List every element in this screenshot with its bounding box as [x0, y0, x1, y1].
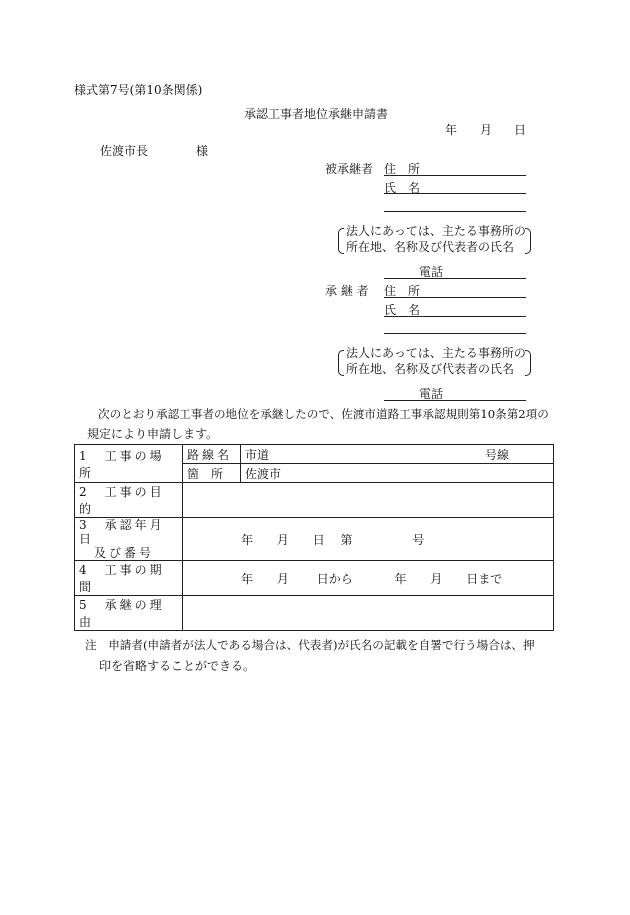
row5-label: 5 承継の理由	[75, 596, 183, 631]
successor-phone-label: 電話	[419, 387, 444, 401]
form-number: 様式第7号(第10条関係)	[74, 83, 203, 97]
row4-label: 4 工事の期間	[75, 561, 183, 596]
predecessor-name-line	[384, 193, 526, 194]
row4-value: 年 月 日から 年 月 日まで	[183, 561, 554, 596]
successor-phone-line	[384, 400, 526, 401]
footnote-line1: 注 申請者(申請者が法人である場合は、代表者)が氏名の記載を自署で行う場合は、押	[85, 638, 535, 652]
page-title: 承認工事者地位承継申請書	[244, 107, 389, 121]
addressee-name: 佐渡市長	[100, 144, 149, 158]
application-table	[74, 444, 554, 631]
successor-note-bracket-right	[525, 350, 531, 376]
table-row	[75, 596, 554, 631]
route-label: 路線名	[183, 445, 241, 464]
predecessor-note-line1: 法人にあっては、主たる事務所の	[346, 224, 526, 238]
successor-extra-line	[384, 333, 526, 334]
predecessor-note-bracket-left	[338, 228, 344, 254]
route-value: 市道	[245, 447, 270, 462]
successor-address-label: 住 所	[384, 284, 421, 298]
route-suffix: 号線	[484, 447, 509, 462]
successor-name-label: 氏 名	[384, 303, 421, 317]
table-row	[75, 445, 554, 464]
successor-name-line	[384, 316, 526, 317]
predecessor-phone-line	[384, 278, 526, 279]
successor-note-line2: 所在地、名称及び代表者の氏名	[346, 362, 515, 376]
predecessor-extra-line	[384, 211, 526, 212]
row3-label: 3 承認年月日 及び番号	[75, 518, 183, 561]
row5-value	[183, 596, 554, 631]
successor-note-bracket-left	[338, 350, 344, 376]
predecessor-note-line2: 所在地、名称及び代表者の氏名	[346, 240, 515, 254]
predecessor-phone-label: 電話	[419, 265, 444, 279]
row1-label: 1 工事の場所	[75, 445, 183, 483]
date-day: 日	[514, 123, 527, 137]
place-value: 佐渡市	[241, 464, 554, 483]
row3-value: 年 月 日 第 号	[183, 518, 554, 561]
successor-address-line	[384, 297, 526, 298]
body-text-line1: 次のとおり承認工事者の地位を承継したので、佐渡市道路工事承認規則第10条第2項の	[98, 407, 549, 421]
addressee-honorific: 様	[196, 144, 209, 158]
successor-note-line1: 法人にあっては、主たる事務所の	[346, 346, 526, 360]
body-text-line2: 規定により申請します。	[87, 427, 219, 441]
table-row	[75, 483, 554, 518]
predecessor-role: 被承継者	[325, 162, 374, 176]
footnote-line2: 印を省略することができる。	[99, 659, 256, 673]
predecessor-address-line	[384, 175, 526, 176]
predecessor-name-label: 氏 名	[384, 181, 421, 195]
table-row	[75, 518, 554, 561]
predecessor-address-label: 住 所	[384, 162, 421, 176]
date-year: 年	[445, 123, 458, 137]
date-month: 月	[480, 123, 493, 137]
row2-label: 2 工事の目的	[75, 483, 183, 518]
place-label: 箇 所	[183, 464, 241, 483]
predecessor-note-bracket-right	[525, 228, 531, 254]
row2-value	[183, 483, 554, 518]
route-value-cell	[241, 445, 554, 464]
table-row	[75, 561, 554, 596]
successor-role: 承 継 者	[325, 284, 369, 298]
